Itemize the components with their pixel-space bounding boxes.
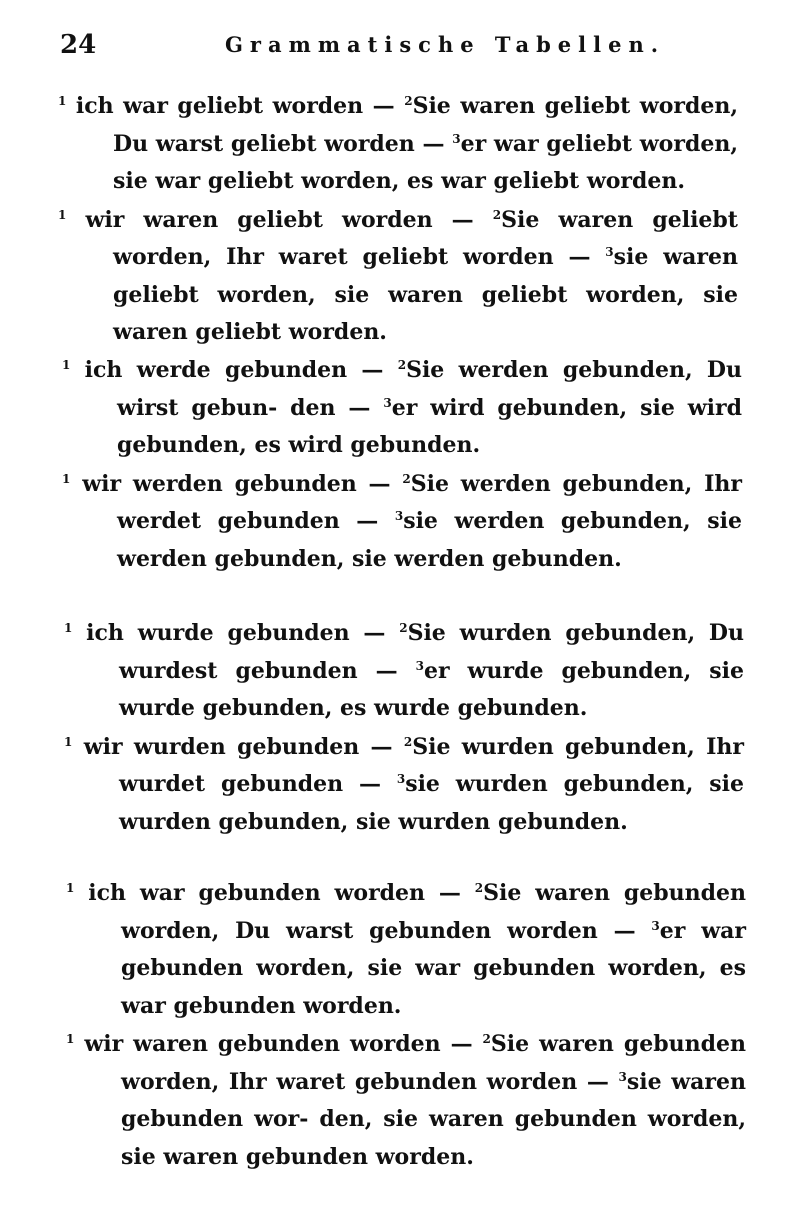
person-marker: 3 xyxy=(605,245,614,259)
paragraph-text: sie wurden gebunden, sie wurden gebunden, sie wurden gebunden. xyxy=(119,771,744,835)
paragraph-plural xyxy=(64,729,744,842)
paragraph-text: wir werden gebunden — xyxy=(82,470,403,497)
paragraph-text: sie werden gebunden, sie werden gebunden, sie werden gebunden. xyxy=(117,508,742,572)
conjugation-block-2 xyxy=(62,352,742,578)
person-marker: 2 xyxy=(404,94,413,108)
conjugation-block-1 xyxy=(58,88,738,352)
paragraph-text: wir wurden gebunden — xyxy=(83,733,404,760)
paragraph-text: Sie waren gebunden worden, Ihr waret gebunden worden — xyxy=(121,1031,746,1095)
running-title: Grammatische Tabellen. xyxy=(225,32,666,57)
paragraph-text: er wurde gebunden, sie wurde gebunden, es wurde gebunden. xyxy=(119,657,745,721)
person-marker: 2 xyxy=(403,734,413,749)
paragraph-singular xyxy=(58,88,738,201)
person-marker: 1 xyxy=(66,881,75,895)
person-marker: 3 xyxy=(396,772,406,786)
paragraph-text: wir waren geliebt worden — xyxy=(85,206,493,233)
paragraph-text: sie waren gebunden wor- den, sie waren gebunden worden, sie waren gebunden worden. xyxy=(121,1068,746,1170)
paragraph-text: ich werde gebunden — xyxy=(84,357,398,383)
person-marker: 3 xyxy=(415,658,424,673)
paragraph-plural xyxy=(62,466,742,579)
paragraph-text: Sie waren geliebt worden, Du warst geliebt worden — xyxy=(113,93,738,157)
person-marker: 2 xyxy=(492,207,502,222)
person-marker: 1 xyxy=(62,471,71,486)
paragraph-text: er war geliebt worden, sie war geliebt worden, es war geliebt worden. xyxy=(113,130,738,194)
person-marker: 3 xyxy=(394,509,404,523)
paragraph-text: Sie wurden gebunden, Ihr wurdet gebunden — xyxy=(119,733,744,797)
paragraph-plural xyxy=(58,202,738,352)
paragraph-text: Sie wurden gebunden, Du wurdest gebunden — xyxy=(119,620,744,684)
paragraph-text: ich wurde gebunden — xyxy=(86,620,400,646)
person-marker: 1 xyxy=(64,621,73,635)
paragraph-text: Sie werden gebunden, Ihr werdet gebunden — xyxy=(117,470,742,534)
person-marker: 3 xyxy=(452,131,461,146)
person-marker: 1 xyxy=(62,358,71,372)
paragraph-text: wir waren gebunden worden — xyxy=(84,1031,483,1057)
paragraph-plural xyxy=(66,1026,746,1176)
paragraph-text: Sie werden gebunden, Du wirst gebun- den — xyxy=(117,357,742,421)
person-marker: 3 xyxy=(651,918,660,933)
person-marker: 1 xyxy=(58,207,67,222)
paragraph-text: ich war gebunden worden — xyxy=(88,880,475,906)
conjugation-block-4 xyxy=(66,875,746,1176)
paragraph-text: Sie waren geliebt worden, Ihr waret geliebt worden — xyxy=(113,206,738,270)
person-marker: 2 xyxy=(399,621,408,635)
paragraph-singular xyxy=(62,352,742,465)
person-marker: 3 xyxy=(383,395,392,410)
paragraph-text: er wird gebunden, sie wird gebunden, es wird gebunden. xyxy=(117,394,742,458)
person-marker: 1 xyxy=(66,1032,75,1046)
paragraph-text: sie waren geliebt worden, sie waren geliebt worden, sie waren geliebt worden. xyxy=(113,244,738,345)
person-marker: 2 xyxy=(482,1032,491,1046)
conjugation-block-3 xyxy=(64,615,744,841)
paragraph-singular xyxy=(64,615,744,728)
paragraph-text: er war gebunden worden, sie war gebunden worden, es war gebunden worden. xyxy=(121,917,746,1019)
page-number: 24 xyxy=(60,30,97,60)
paragraph-singular xyxy=(66,875,746,1025)
paragraph-text: Sie waren gebunden worden, Du warst gebunden worden — xyxy=(121,880,746,944)
person-marker: 1 xyxy=(58,94,67,108)
person-marker: 2 xyxy=(397,358,407,372)
person-marker: 2 xyxy=(474,881,484,895)
paragraph-text: ich war geliebt worden — xyxy=(75,93,405,119)
person-marker: 3 xyxy=(618,1069,627,1084)
page-header xyxy=(60,30,740,70)
person-marker: 1 xyxy=(64,734,73,749)
person-marker: 2 xyxy=(402,471,411,486)
